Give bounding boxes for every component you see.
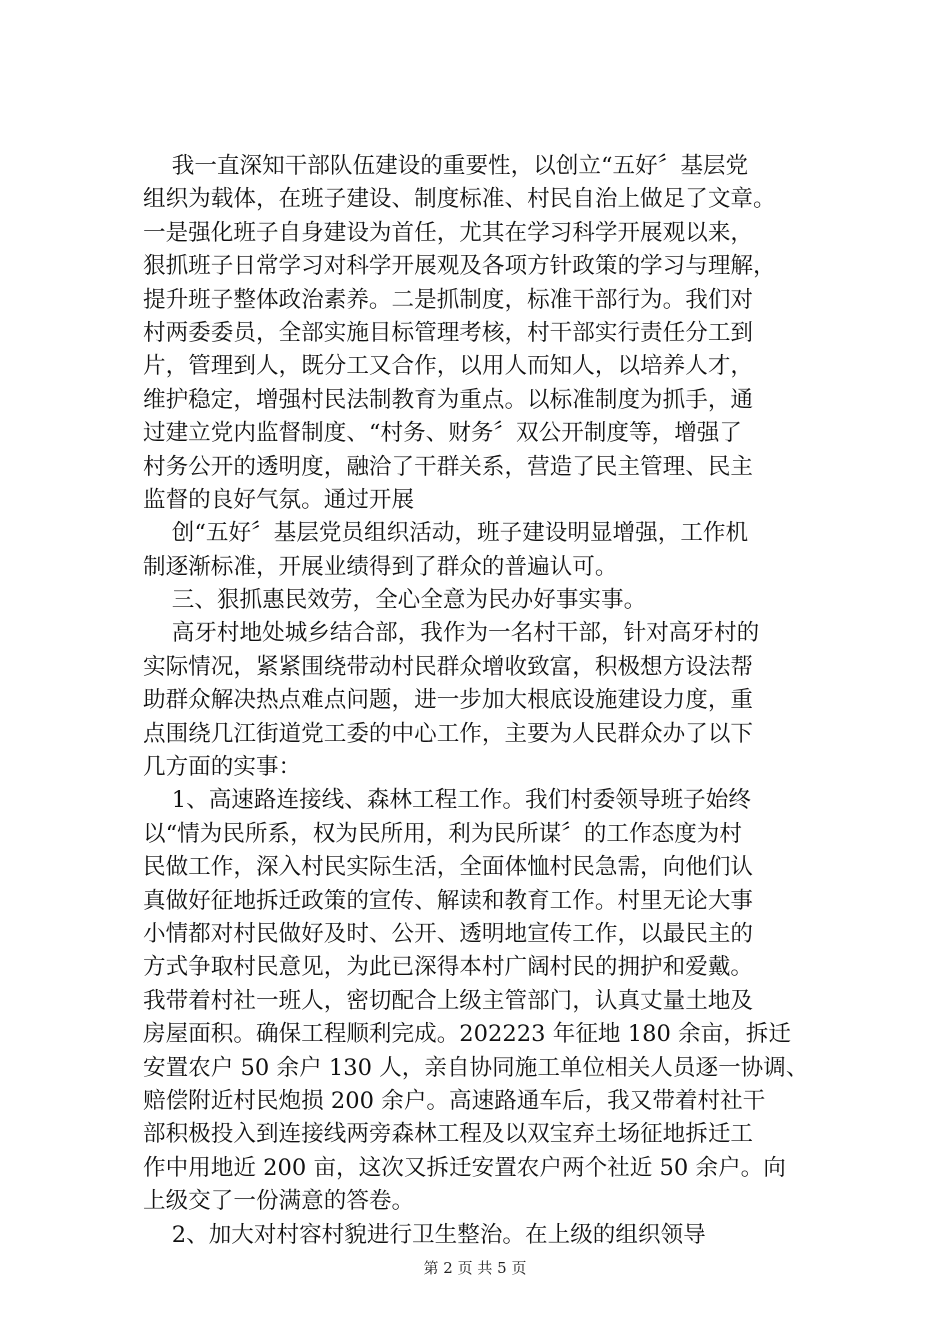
text-line: 几方面的实事： [143,754,302,781]
text-line: 实际情况，紧紧围绕带动村民群众增收致富，积极想方设法帮 [143,653,754,680]
text-line: 真做好征地拆迁政策的宣传、解读和教育工作。村里无论大事 [143,887,754,914]
text-line: 点围绕几江街道党工委的中心工作，主要为人民群众办了以下 [143,720,754,747]
text-line: 赔偿附近村民炮损 200 余户。高速路通车后，我又带着村社干 [143,1087,766,1114]
text-line: 作中用地近 200 亩，这次又拆迁安置农户两个社近 50 余户。向 [143,1154,786,1181]
text-line: 维护稳定，增强村民法制教育为重点。以标准制度为抓手，通 [143,386,754,413]
text-line: 1、高速路连接线、森林工程工作。我们村委领导班子始终 [143,787,751,814]
text-line: 房屋面积。确保工程顺利完成。202223 年征地 180 余亩，拆迁 [143,1021,791,1048]
text-line: 部积极投入到连接线两旁森林工程及以双宝弃土场征地拆迁工 [143,1121,754,1148]
text-line: 制逐渐标准，开展业绩得到了群众的普遍认可。 [143,553,618,580]
text-line: 以“情为民所系，权为民所用，利为民所谋〞的工作态度为村 [143,820,742,847]
text-line: 过建立党内监督制度、“村务、财务〞双公开制度等，增强了 [143,420,742,447]
text-line: 方式争取村民意见，为此已深得本村广阔村民的拥护和爱戴。 [143,954,754,981]
text-line: 民做工作，深入村民实际生活，全面体恤村民急需，向他们认 [143,854,754,881]
text-line: 片，管理到人，既分工又合作，以用人而知人，以培养人才， [143,353,754,380]
text-line: 安置农户 50 余户 130 人，亲自协同施工单位相关人员逐一协调、 [143,1054,809,1081]
text-line: 组织为载体，在班子建设、制度标准、村民自治上做足了文章。 [143,186,776,213]
text-line: 村务公开的透明度，融洽了干群关系，营造了民主管理、民主 [143,453,754,480]
text-line: 助群众解决热点难点问题，进一步加大根底设施建设力度，重 [143,687,754,714]
text-line: 2、加大对村容村貌进行卫生整治。在上级的组织领导 [143,1221,706,1248]
text-line: 提升班子整体政治素养。二是抓制度，标准干部行为。我们对 [143,286,754,313]
text-line: 小情都对村民做好及时、公开、透明地宣传工作，以最民主的 [143,920,754,947]
text-line: 高牙村地处城乡结合部，我作为一名村干部，针对高牙村的 [143,620,760,647]
text-line: 监督的良好气氛。通过开展 [143,486,415,513]
text-line: 上级交了一份满意的答卷。 [143,1188,415,1215]
text-line: 我带着村社一班人，密切配合上级主管部门，认真丈量土地及 [143,987,754,1014]
text-line: 一是强化班子自身建设为首任，尤其在学习科学开展观以来， [143,219,754,246]
body-text [143,150,833,1252]
text-line: 我一直深知干部队伍建设的重要性，以创立“五好〞基层党 [143,153,749,179]
page-footer: 第 2 页 共 5 页 [423,1259,527,1277]
text-line: 三、狠抓惠民效劳，全心全意为民办好事实事。 [143,587,647,614]
text-line: 狠抓班子日常学习对科学开展观及各项方针政策的学习与理解， [143,253,776,280]
text-line: 村两委委员，全部实施目标管理考核，村干部实行责任分工到 [143,319,754,346]
text-line: 创“五好〞基层党员组织活动，班子建设明显增强，工作机 [143,520,749,547]
